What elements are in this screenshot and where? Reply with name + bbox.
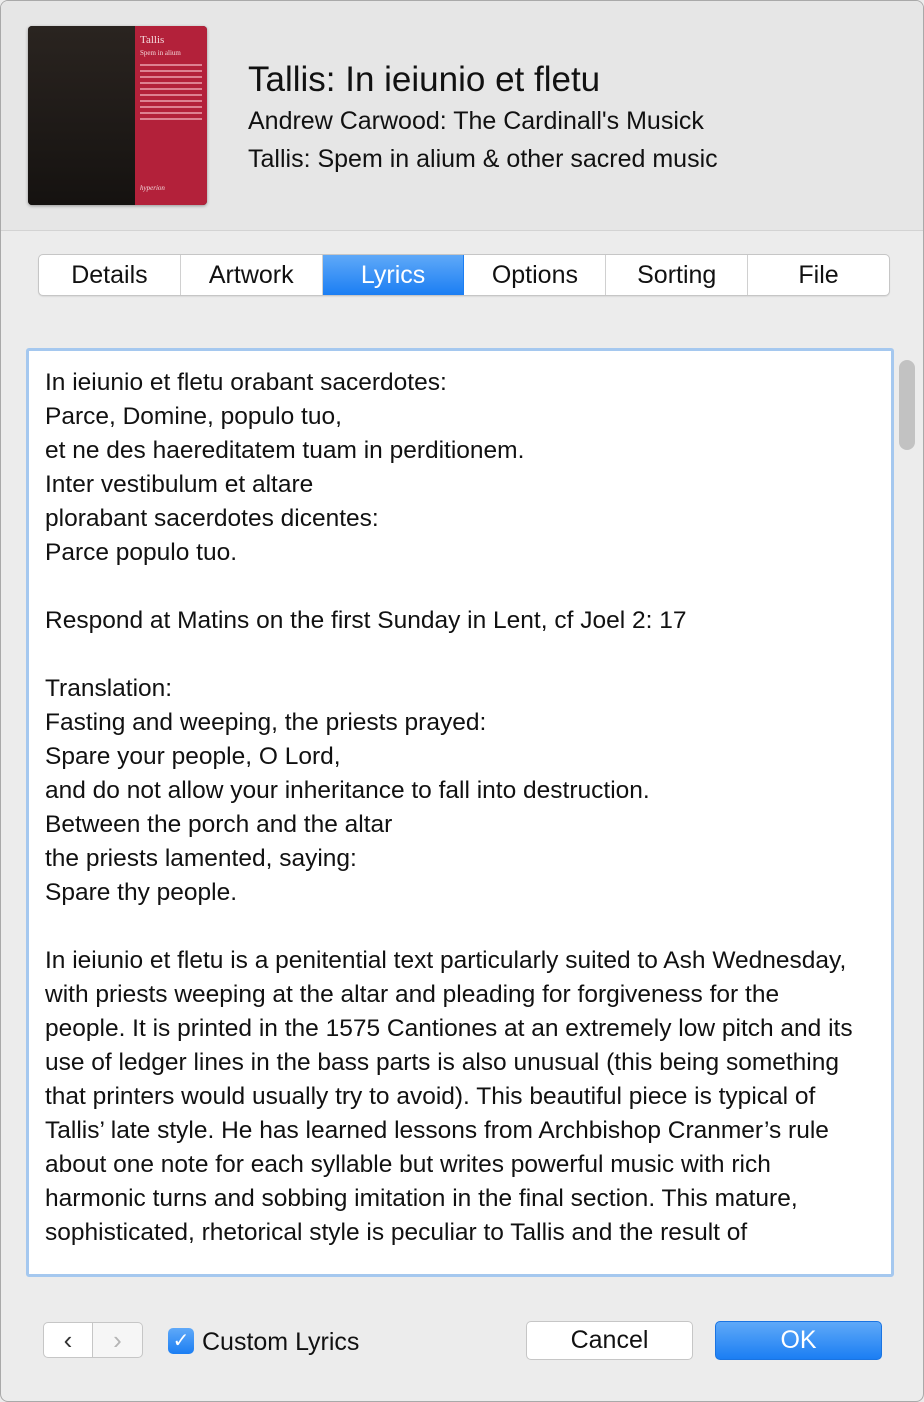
- tab-options[interactable]: Options: [464, 255, 606, 295]
- next-track-button[interactable]: [93, 1322, 143, 1358]
- previous-track-button[interactable]: [43, 1322, 93, 1358]
- chevron-right-icon: ›: [113, 1325, 122, 1355]
- tab-file[interactable]: File: [798, 261, 839, 289]
- tab-artwork[interactable]: Artwork: [181, 255, 323, 295]
- track-navigation: [43, 1322, 147, 1360]
- custom-lyrics-checkbox[interactable]: [168, 1328, 194, 1354]
- lyrics-scrollbar-track[interactable]: [894, 353, 920, 1275]
- tab-details[interactable]: Details: [39, 255, 181, 295]
- artwork-label-logo: hyperion: [140, 184, 165, 192]
- cancel-button[interactable]: Cancel: [526, 1321, 693, 1360]
- track-title: Tallis: In ieiunio et fletu: [248, 60, 601, 99]
- checkmark-icon: ✓: [172, 1330, 190, 1352]
- ok-button[interactable]: OK: [715, 1321, 882, 1360]
- chevron-left-icon: ‹: [63, 1325, 73, 1355]
- artwork-subtitle: Spem in alium: [140, 49, 181, 57]
- lyrics-scrollbar-thumb[interactable]: [899, 360, 915, 450]
- track-header: [1, 1, 923, 231]
- track-artist: Andrew Carwood: The Cardinall's Musick: [248, 107, 704, 135]
- lyrics-text[interactable]: In ieiunio et fletu orabant sacerdotes: Parce, Domine, populo tuo, et ne des haereditatem tuam in perditionem. Inter vestibulum et altare plorabant sacerdotes dicentes: Parce populo tuo. Respond at Matins on the first Sunday in Lent, cf Joel 2: 17 Translation: Fasting and weeping, the priests prayed: Spare your people, O Lord, and do not allow your inheritance to fall into destruction. Between the porch and the altar the priests lamented, saying: Spare thy people. In ieiunio et fletu is a penitential text particularly suited to Ash Wednesday, with priests weeping at the altar and pleading for forgiveness for the people. It is printed in the 1575 Cantiones at an extremely low pitch and its use of ledger lines in the bass parts is also unusual (this being something that printers would usually try to avoid). This beautiful piece is typical of Tallis’ late style. He has learned lessons from Archbishop Cranmer’s rule about one note for each syllable but writes powerful music with rich harmonic turns and sobbing imitation in the final section. This mature, sophisticated, rhetorical style is peculiar to Tallis and the result of: [45, 369, 853, 1246]
- tab-bar: [38, 254, 890, 296]
- album-artwork: [28, 26, 207, 205]
- track-album: Tallis: Spem in alium & other sacred music: [248, 145, 718, 173]
- lyrics-textarea[interactable]: [26, 348, 894, 1277]
- artwork-portrait: [28, 26, 135, 205]
- tab-lyrics[interactable]: Lyrics: [323, 255, 465, 295]
- tab-sorting[interactable]: Sorting: [606, 255, 748, 295]
- artwork-title: Tallis: [140, 34, 165, 46]
- custom-lyrics-label[interactable]: Custom Lyrics: [202, 1328, 360, 1356]
- artwork-tracklist-lines: [140, 60, 202, 124]
